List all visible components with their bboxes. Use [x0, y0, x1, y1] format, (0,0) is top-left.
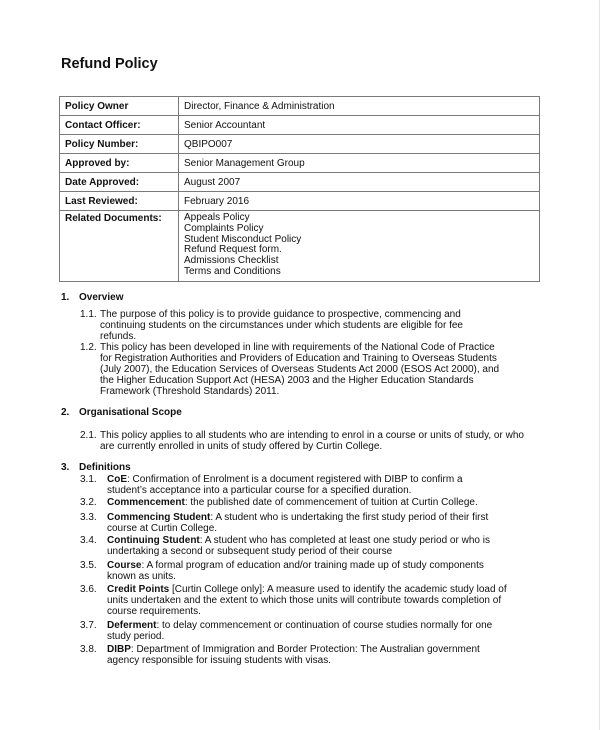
metadata-row-policy-owner [60, 97, 540, 116]
related-documents-list [179, 211, 540, 282]
definition-description: : A formal program of education and/or training made up of study components known as units. [107, 560, 484, 582]
paragraph-number: 2.1. [80, 430, 97, 441]
metadata-row-last-reviewed [60, 192, 540, 211]
definition-term: CoE [107, 474, 127, 485]
metadata-value: February 2016 [179, 192, 540, 211]
definition-description: : the published date of commencement of tuition at Curtin College. [184, 497, 478, 508]
related-document-item: Refund Request form. [184, 244, 282, 256]
definition-term: Credit Points [107, 584, 170, 595]
section-number: 1. [61, 292, 70, 303]
paragraph-text: The purpose of this policy is to provide guidance to prospective, commencing and continuing students on the circumstances under which students are eligible for fee refunds. [100, 309, 463, 342]
metadata-value: Senior Accountant [179, 116, 540, 135]
related-document-item: Terms and Conditions [184, 265, 281, 277]
definition-item [80, 535, 520, 559]
paragraph-text: This policy has been developed in line with requirements of the National Code of Practice for Registration Authorities and Providers of Education and Training to Overseas Students (July 2007), the Education Services of Overseas Students Act 2000 (ESOS Act 2000), and the Higher Education Support Act (HESA) 2003 and the Higher Education Standards Framework (Threshold Standards) 2011. [100, 342, 500, 397]
definition-number: 3.2. [80, 497, 97, 508]
section-title: Organisational Scope [79, 407, 182, 418]
definition-text [107, 644, 507, 666]
metadata-label: Policy Owner [60, 97, 179, 116]
definition-number: 3.6. [80, 584, 97, 595]
definition-term: Continuing Student [107, 535, 200, 546]
metadata-value: Director, Finance & Administration [179, 97, 540, 116]
definition-number: 3.1. [80, 474, 97, 485]
metadata-value: QBIPO007 [179, 135, 540, 154]
definition-text [107, 584, 507, 617]
paragraph-number: 1.2. [80, 342, 97, 353]
metadata-label: Date Approved: [60, 173, 179, 192]
definition-term: DIBP [107, 644, 131, 655]
metadata-value: August 2007 [179, 173, 540, 192]
metadata-label: Last Reviewed: [60, 192, 179, 211]
definition-item [80, 584, 520, 620]
paragraph-number: 1.1. [80, 309, 97, 320]
definition-number: 3.4. [80, 535, 97, 546]
related-document-item: Student Misconduct Policy [184, 233, 302, 245]
definition-text [107, 560, 507, 582]
definition-item [80, 644, 520, 668]
related-document-item: Admissions Checklist [184, 255, 279, 267]
definition-number: 3.3. [80, 512, 97, 523]
metadata-label: Contact Officer: [60, 116, 179, 135]
definition-description: [Curtin College only]: A measure used to identify the academic study load of units undertaken and the extent to which those units will contribute towards completion of course requirements. [107, 584, 507, 617]
related-document-item: Complaints Policy [184, 222, 264, 234]
metadata-label: Policy Number: [60, 135, 179, 154]
definition-text [107, 620, 507, 642]
metadata-label: Related Documents: [60, 211, 179, 282]
definition-item [80, 497, 520, 509]
metadata-row-policy-number [60, 135, 540, 154]
section-title: Overview [79, 292, 124, 303]
definition-item [80, 512, 520, 536]
metadata-row-date-approved [60, 173, 540, 192]
definition-number: 3.8. [80, 644, 97, 655]
definition-item [80, 620, 520, 644]
section-heading-overview [61, 292, 123, 303]
definition-text [107, 474, 502, 496]
definition-term: Commencing Student [107, 512, 211, 523]
section-number: 2. [61, 407, 70, 418]
definition-item [80, 560, 520, 584]
section-heading-definitions [61, 462, 131, 473]
definition-text [107, 497, 507, 508]
definition-description: : Department of Immigration and Border Protection: The Australian government agency responsible for issuing students with visas. [107, 644, 480, 666]
definition-description: : A student who has completed at least one study period or who is undertaking a second or subsequent study period of their course [107, 535, 490, 557]
policy-metadata-table [59, 96, 540, 282]
definition-description: : to delay commencement or continuation of course studies normally for one study period. [107, 620, 493, 642]
definition-text [107, 535, 519, 557]
paragraph-2-1 [80, 430, 524, 454]
paragraph-1-1 [80, 309, 520, 342]
definition-number: 3.5. [80, 560, 97, 571]
metadata-label: Approved by: [60, 154, 179, 173]
definition-description: : A student who is undertaking the first study period of their first course at Curtin College. [107, 512, 489, 534]
definition-text [107, 512, 507, 534]
definition-term: Deferment [107, 620, 157, 631]
metadata-value: Senior Management Group [179, 154, 540, 173]
definition-term: Commencement [107, 497, 185, 508]
metadata-row-approved-by [60, 154, 540, 173]
definition-item [80, 474, 520, 498]
document-title: Refund Policy [61, 56, 158, 72]
definition-description: : Confirmation of Enrolment is a document registered with DIBP to confirm a student’s acceptance into a particular course for a specified duration. [107, 474, 463, 496]
section-heading-scope [61, 407, 182, 418]
section-number: 3. [61, 462, 70, 473]
paragraph-1-2 [80, 342, 520, 398]
definition-number: 3.7. [80, 620, 97, 631]
paragraph-text: This policy applies to all students who are intending to enrol in a course or units of study, or who are currently enrolled in units of study offered by Curtin College. [100, 430, 524, 452]
related-document-item: Appeals Policy [184, 212, 250, 223]
section-title: Definitions [79, 462, 131, 473]
metadata-row-related-documents [60, 211, 540, 282]
definition-term: Course [107, 560, 142, 571]
metadata-row-contact-officer [60, 116, 540, 135]
